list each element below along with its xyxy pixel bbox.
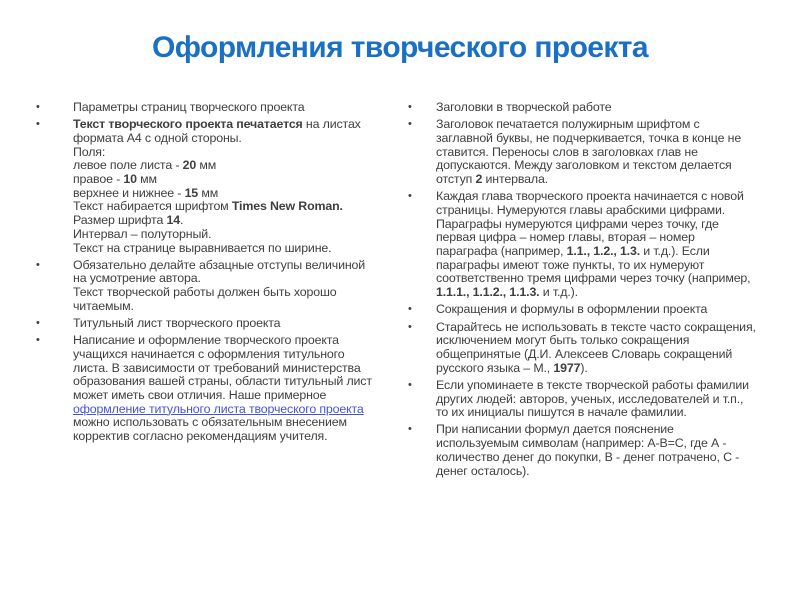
plain-text: мм	[136, 172, 157, 187]
item-text	[73, 259, 374, 314]
bullet-icon: •	[36, 317, 40, 330]
item-text	[73, 317, 374, 331]
bullet-icon: •	[408, 423, 412, 436]
right-column	[408, 101, 756, 482]
item-text	[436, 379, 756, 420]
list-item	[36, 118, 374, 255]
item-text	[73, 118, 374, 255]
plain-text: Размер шрифта	[73, 213, 167, 228]
plain-text: При написании формул дается пояснение используемым символам (например: А-В=С, где А - количество денег до покупки, В - денег потрачено, С - денег осталось).	[436, 422, 740, 478]
item-text	[73, 101, 374, 115]
plain-text: правое -	[73, 172, 124, 187]
list-item	[408, 379, 756, 420]
plain-text: Заголовки в творческой работе	[436, 100, 612, 114]
item-text	[73, 334, 374, 444]
plain-text: Интервал – полуторный.	[73, 226, 212, 241]
item-text	[436, 101, 756, 115]
bullet-icon: •	[408, 303, 412, 316]
bold-text: 20	[182, 158, 197, 173]
bold-text: 10	[123, 172, 137, 187]
plain-text: Текст на странице выравнивается по ширине.	[73, 240, 332, 255]
plain-text: Сокращения и формулы в оформлении проекта	[436, 302, 708, 317]
bullet-icon: •	[408, 378, 412, 391]
plain-text: Титульный лист творческого проекта	[73, 316, 281, 331]
plain-text: можно использовать с обязательным внесением корректив согласно рекомендациям учителя.	[73, 415, 347, 444]
plain-text: левое поле листа -	[73, 158, 183, 173]
bullet-icon: •	[408, 101, 412, 113]
list-item	[408, 423, 756, 478]
plain-text: Текст творческой работы должен быть хорошо читаемым.	[73, 285, 337, 313]
bullet-icon: •	[36, 118, 40, 131]
bold-text: 1977	[553, 360, 581, 375]
plain-text: .	[179, 213, 184, 228]
list-item	[36, 259, 374, 314]
list-item	[408, 118, 756, 187]
item-text	[436, 303, 756, 317]
plain-text: Поля:	[73, 144, 106, 159]
plain-text: на листах формата А4 с одной стороны.	[73, 117, 361, 145]
bullet-icon: •	[408, 190, 412, 203]
list-item	[408, 303, 756, 317]
bold-text: 2	[475, 172, 483, 187]
plain-text: Старайтесь не использовать в тексте часто сокращения, исключением могут быть только сокращения общепринятые (Д.И. Алексеев Словарь сокращений русского языка – М.,	[436, 319, 756, 375]
item-text	[436, 423, 756, 478]
bullet-icon: •	[36, 258, 40, 271]
bold-text: 1.1., 1.2., 1.3.	[566, 244, 641, 259]
bold-text: Текст творческого проекта печатается	[73, 117, 303, 132]
list-item	[36, 101, 374, 115]
bullet-icon: •	[36, 101, 40, 113]
plain-text: верхнее и нижнее -	[73, 185, 185, 200]
plain-text: Текст набирается шрифтом	[73, 199, 232, 214]
plain-text: мм	[196, 158, 217, 173]
plain-text: мм	[198, 185, 219, 200]
list-item	[408, 321, 756, 376]
plain-text: интервала.	[482, 172, 548, 187]
title-page-design-link[interactable]: оформление титульного листа творческого проекта	[73, 401, 364, 416]
list-item	[36, 334, 374, 444]
list-item	[408, 101, 756, 115]
left-column	[36, 101, 374, 447]
plain-text: Написание и оформление творческого проекта учащихся начинается с оформления титульного листа. В зависимости от требований министерства образования вашей страны, области титульный лист может иметь свои отличия. Наше примерное	[73, 333, 372, 403]
plain-text: ).	[580, 360, 588, 375]
plain-text: Каждая глава творческого проекта начинается с новой страницы. Нумеруются главы арабскими цифрами. Параграфы нумеруются цифрами через точку, где первая цифра – номер главы, вторая – номер параграфа (например,	[436, 189, 744, 259]
plain-text: Если упоминаете в тексте творческой работы фамилии других людей: авторов, ученых, исследователей и т.п., то их инициалы пишутся в начале фамилии.	[436, 377, 749, 420]
page-title: Оформления творческого проекта	[152, 31, 648, 64]
bold-text: 1.1.1., 1.1.2., 1.1.3.	[436, 285, 540, 300]
plain-text: и т.д.).	[539, 285, 578, 300]
bullet-icon: •	[408, 118, 412, 131]
list-item	[408, 190, 756, 300]
bold-text: 14	[166, 213, 180, 228]
bold-text: 15	[184, 185, 199, 200]
item-text	[436, 321, 756, 376]
item-text	[436, 118, 756, 187]
item-text	[436, 190, 756, 300]
bullet-icon: •	[36, 334, 40, 347]
bullet-icon: •	[408, 320, 412, 333]
bold-text: Times New Roman.	[231, 199, 343, 214]
plain-text: Заголовок печатается полужирным шрифтом с заглавной буквы, не подчеркивается, точка в конце не ставится. Переносы слов в заголовках глав не допускаются. Между заголовком и текстом делается отступ	[436, 117, 742, 187]
list-item	[36, 317, 374, 331]
plain-text: Параметры страниц творческого проекта	[73, 100, 305, 114]
plain-text: и т.д.). Если параграфы имеют тоже пункты, то их нумеруют соответственно тремя цифрами через точку (например,	[436, 244, 751, 286]
plain-text: Обязательно делайте абзацные отступы величиной на усмотрение автора.	[73, 257, 366, 286]
